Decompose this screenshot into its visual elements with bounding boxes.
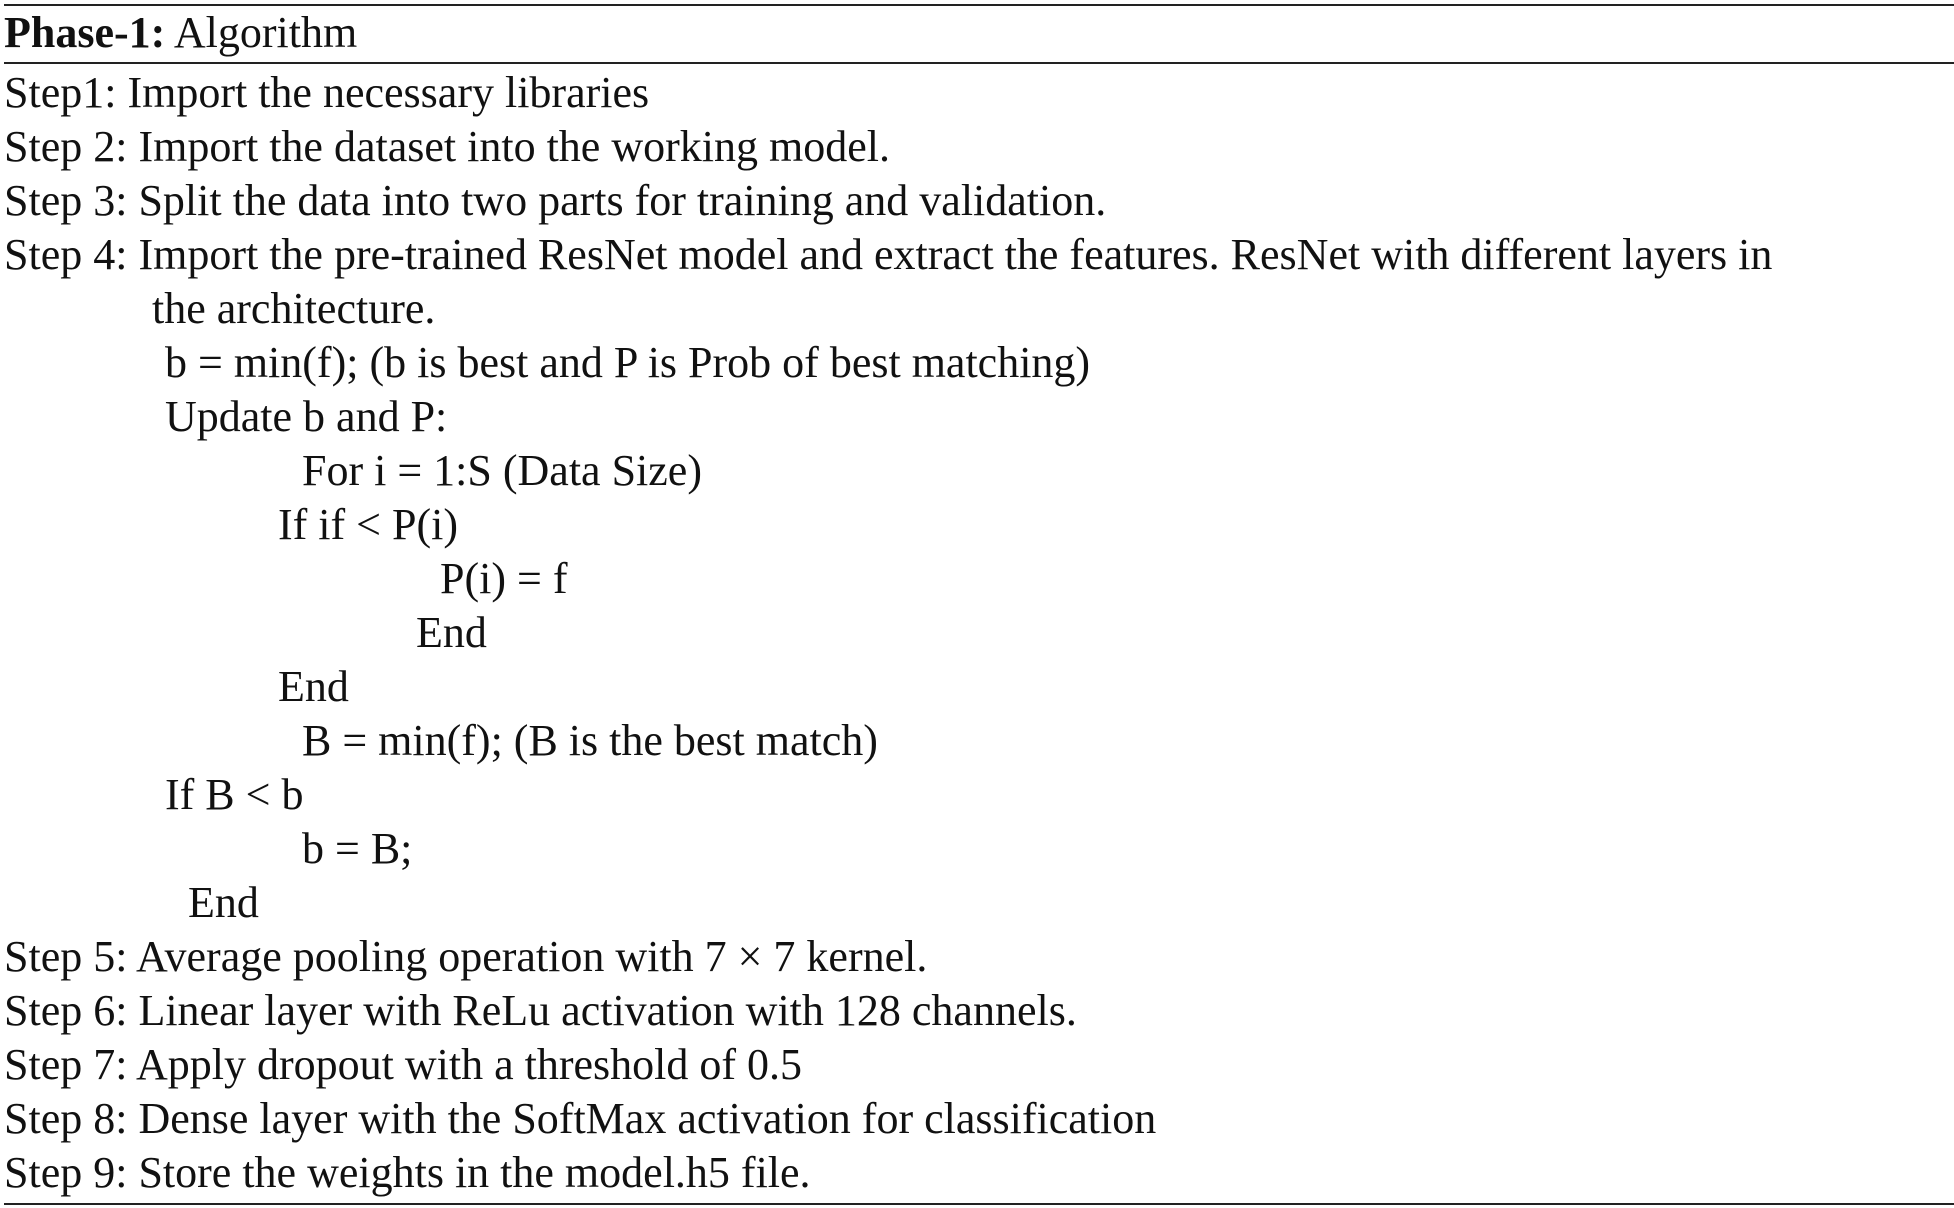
header-rule [4,62,1954,64]
step-7: Step 7: Apply dropout with a threshold of 0.5 [4,1040,803,1089]
code-line: If B < b [165,770,304,819]
algorithm-title [4,4,357,62]
code-line: End [416,608,487,657]
code-line: P(i) = f [440,554,568,603]
phase-label: Phase-1: [4,8,166,57]
step-4-continuation: the architecture. [152,284,436,333]
step-6: Step 6: Linear layer with ReLu activation with 128 channels. [4,986,1077,1035]
code-line: Update b and P: [165,392,448,441]
bottom-rule [4,1203,1954,1205]
step-1: Step1: Import the necessary libraries [4,68,650,117]
step-3: Step 3: Split the data into two parts for training and validation. [4,176,1107,225]
step-5: Step 5: Average pooling operation with 7 × 7 kernel. [4,932,928,981]
phase-title: Algorithm [173,8,358,57]
step-4: Step 4: Import the pre-trained ResNet model and extract the features. ResNet with different layers in [4,230,1773,279]
code-line: b = B; [302,824,413,873]
code-line: B = min(f); (B is the best match) [302,716,878,765]
code-line: End [188,878,259,927]
algorithm-box [4,0,1954,1208]
code-line: If if < P(i) [278,500,458,549]
code-line: b = min(f); (b is best and P is Prob of best matching) [165,338,1091,387]
step-8: Step 8: Dense layer with the SoftMax activation for classification [4,1094,1157,1143]
step-2: Step 2: Import the dataset into the working model. [4,122,890,171]
code-line: For i = 1:S (Data Size) [302,446,702,495]
step-9: Step 9: Store the weights in the model.h5 file. [4,1148,811,1197]
code-line: End [278,662,349,711]
